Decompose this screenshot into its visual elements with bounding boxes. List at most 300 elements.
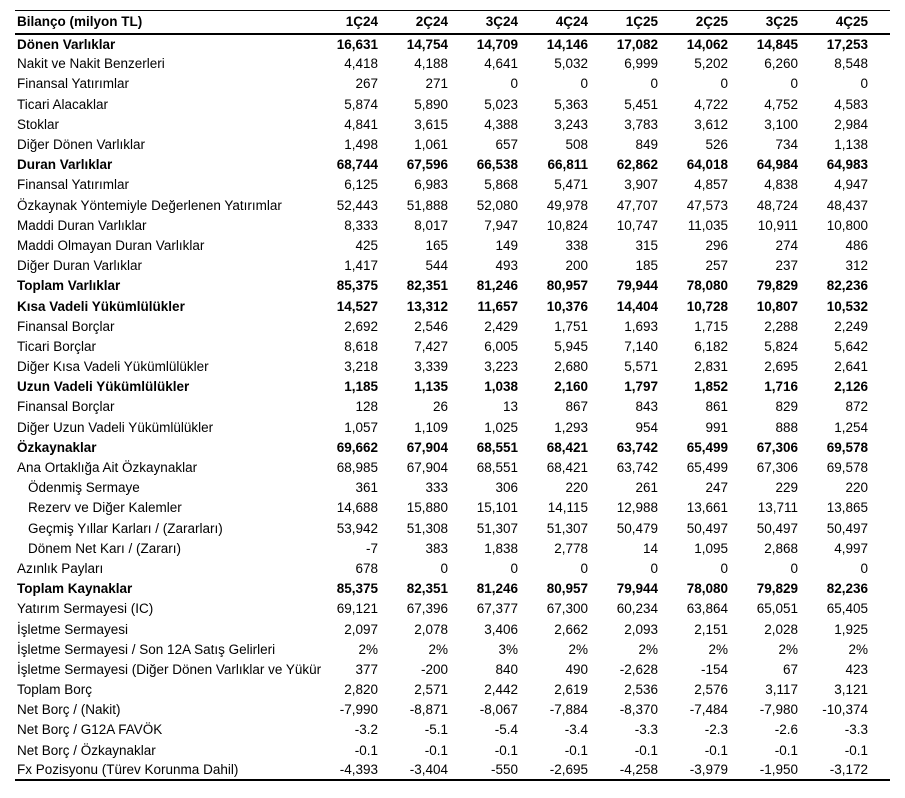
row-label: Maddi Duran Varlıklar <box>17 217 147 233</box>
cell-value: 526 <box>705 137 728 153</box>
cell-value: 68,744 <box>336 157 378 173</box>
table-row <box>15 437 890 457</box>
cell-value: 5,945 <box>554 338 588 354</box>
cell-value: 66,811 <box>547 157 588 173</box>
cell-value: -8,871 <box>409 702 448 718</box>
cell-value: 2,288 <box>764 318 798 334</box>
cell-value: 51,307 <box>476 520 518 536</box>
table-row <box>15 599 890 619</box>
table-row <box>15 498 890 518</box>
cell-value: 734 <box>775 137 798 153</box>
cell-value: 63,742 <box>616 460 658 476</box>
cell-value: 67,596 <box>406 157 448 173</box>
cell-value: 2,546 <box>414 318 448 334</box>
cell-value: 5,451 <box>624 96 658 112</box>
cell-value: 2,576 <box>694 682 728 698</box>
cell-value: 10,376 <box>546 298 588 314</box>
cell-value: 48,437 <box>826 197 868 213</box>
cell-value: 79,829 <box>756 278 798 294</box>
cell-value: 2,662 <box>554 621 588 637</box>
cell-value: 2,160 <box>554 379 588 395</box>
table-row <box>15 114 890 134</box>
cell-value: 2,442 <box>484 682 518 698</box>
table-row <box>15 235 890 255</box>
cell-value: 85,375 <box>336 278 378 294</box>
row-label: Ticari Alacaklar <box>17 96 109 112</box>
row-label: Maddi Olmayan Duran Varlıklar <box>17 237 205 253</box>
row-label: Diğer Uzun Vadeli Yükümlülükler <box>17 419 214 435</box>
cell-value: 1,038 <box>484 379 518 395</box>
cell-value: 991 <box>705 419 728 435</box>
row-label: Dönen Varlıklar <box>17 36 116 52</box>
cell-value: 257 <box>705 258 728 274</box>
cell-value: 69,578 <box>826 439 868 455</box>
cell-value: 2,429 <box>484 318 518 334</box>
row-label: Özkaynak Yöntemiyle Değerlenen Yatırımlar <box>17 197 282 213</box>
cell-value: 425 <box>355 237 378 253</box>
cell-value: 69,578 <box>826 460 868 476</box>
table-row <box>15 94 890 114</box>
cell-value: 1,185 <box>344 379 378 395</box>
column-header: 3Ç24 <box>470 11 540 34</box>
cell-value: 47,707 <box>616 197 658 213</box>
table-row <box>15 579 890 599</box>
cell-value: 423 <box>845 661 868 677</box>
cell-value: 1,716 <box>764 379 798 395</box>
cell-value: 62,862 <box>616 157 658 173</box>
cell-value: 229 <box>775 480 798 496</box>
column-header: 3Ç25 <box>750 11 820 34</box>
table-title: Bilanço (milyon TL) <box>15 11 330 34</box>
cell-value: 4,997 <box>834 540 868 556</box>
cell-value: 67 <box>782 661 798 677</box>
column-header: 4Ç25 <box>820 11 890 34</box>
cell-value: 4,583 <box>834 96 868 112</box>
cell-value: 2,126 <box>834 379 868 395</box>
cell-value: -3.2 <box>354 722 378 738</box>
row-label: Yatırım Sermayesi (IC) <box>17 601 154 617</box>
cell-value: 4,752 <box>764 96 798 112</box>
cell-value: 14,115 <box>547 500 588 516</box>
cell-value: 2,641 <box>834 359 868 375</box>
cell-value: 296 <box>705 237 728 253</box>
cell-value: 5,202 <box>694 56 728 72</box>
cell-value: 68,551 <box>476 439 518 455</box>
cell-value: 65,499 <box>686 439 728 455</box>
cell-value: 64,983 <box>826 157 868 173</box>
cell-value: 3,121 <box>834 682 868 698</box>
cell-value: 7,427 <box>414 338 448 354</box>
cell-value: 5,471 <box>554 177 588 193</box>
row-label: Net Borç / G12A FAVÖK <box>17 722 163 738</box>
cell-value: 2% <box>568 641 588 657</box>
header-row <box>15 11 890 34</box>
cell-value: 1,751 <box>554 318 588 334</box>
cell-value: 0 <box>510 76 518 92</box>
row-label: Dönem Net Karı / (Zararı) <box>28 540 182 556</box>
cell-value: -154 <box>700 661 728 677</box>
cell-value: 67,300 <box>546 601 588 617</box>
cell-value: 8,333 <box>344 217 378 233</box>
cell-value: 10,728 <box>686 298 728 314</box>
cell-value: 6,983 <box>414 177 448 193</box>
cell-value: 78,080 <box>686 278 728 294</box>
cell-value: 67,904 <box>406 460 448 476</box>
cell-value: 85,375 <box>336 581 378 597</box>
cell-value: 490 <box>565 661 588 677</box>
cell-value: 508 <box>565 137 588 153</box>
cell-value: -8,067 <box>479 702 518 718</box>
cell-value: 7,140 <box>624 338 658 354</box>
cell-value: 51,308 <box>406 520 448 536</box>
cell-value: 67,904 <box>406 439 448 455</box>
cell-value: -3,979 <box>680 760 750 780</box>
cell-value: 3,117 <box>765 682 798 698</box>
cell-value: 1,797 <box>624 379 658 395</box>
cell-value: 14,688 <box>336 500 378 516</box>
cell-value: 14 <box>642 540 658 556</box>
cell-value: 14,404 <box>616 298 658 314</box>
cell-value: 79,944 <box>616 278 658 294</box>
row-label: Finansal Yatırımlar <box>17 177 130 193</box>
cell-value: -3.3 <box>844 722 868 738</box>
row-label: Net Borç / (Nakit) <box>17 702 121 718</box>
cell-value: 1,138 <box>834 137 868 153</box>
cell-value: 68,551 <box>476 460 518 476</box>
cell-value: 261 <box>635 480 658 496</box>
cell-value: 15,880 <box>406 500 448 516</box>
row-label: Toplam Kaynaklar <box>17 581 133 597</box>
cell-value: 10,800 <box>826 217 868 233</box>
cell-value: 81,246 <box>476 581 518 597</box>
cell-value: 2,619 <box>554 682 588 698</box>
table-row <box>15 155 890 175</box>
table-row <box>15 74 890 94</box>
row-label: Toplam Varlıklar <box>17 278 121 294</box>
row-label: Geçmiş Yıllar Karları / (Zararları) <box>28 520 223 536</box>
table-row <box>15 336 890 356</box>
cell-value: 13,711 <box>757 500 798 516</box>
table-row <box>15 740 890 760</box>
cell-value: 66,538 <box>476 157 518 173</box>
cell-value: 5,824 <box>764 338 798 354</box>
cell-value: 11,657 <box>477 298 518 314</box>
cell-value: -550 <box>470 760 540 780</box>
cell-value: 6,999 <box>624 56 658 72</box>
cell-value: -3,404 <box>400 760 470 780</box>
cell-value: -3.3 <box>634 722 658 738</box>
cell-value: 50,497 <box>756 520 798 536</box>
cell-value: 237 <box>775 258 798 274</box>
cell-value: 47,573 <box>686 197 728 213</box>
row-label: Rezerv ve Diğer Kalemler <box>28 500 182 516</box>
cell-value: 5,642 <box>834 338 868 354</box>
table-row <box>15 417 890 437</box>
cell-value: 657 <box>495 137 518 153</box>
cell-value: 1,925 <box>834 621 868 637</box>
cell-value: -0.1 <box>634 742 658 758</box>
cell-value: 10,532 <box>826 298 868 314</box>
cell-value: 51,888 <box>406 197 448 213</box>
cell-value: 5,032 <box>554 56 588 72</box>
cell-value: 200 <box>565 258 588 274</box>
row-label: Stoklar <box>17 116 60 132</box>
cell-value: -0.1 <box>354 742 378 758</box>
cell-value: 3,406 <box>484 621 518 637</box>
cell-value: 65,051 <box>756 601 798 617</box>
cell-value: 872 <box>845 399 868 415</box>
cell-value: 149 <box>495 237 518 253</box>
cell-value: 274 <box>775 237 798 253</box>
cell-value: 52,080 <box>476 197 518 213</box>
cell-value: 17,082 <box>616 36 658 52</box>
cell-value: 1,057 <box>344 419 378 435</box>
cell-value: 5,023 <box>484 96 518 112</box>
cell-value: 2,028 <box>764 621 798 637</box>
cell-value: 14,754 <box>406 36 448 52</box>
table-row <box>15 54 890 74</box>
cell-value: 0 <box>580 560 588 576</box>
cell-value: -3.4 <box>564 722 588 738</box>
cell-value: 2,692 <box>344 318 378 334</box>
cell-value: 5,363 <box>554 96 588 112</box>
cell-value: -10,374 <box>822 702 868 718</box>
cell-value: 6,005 <box>484 338 518 354</box>
cell-value: 0 <box>860 76 868 92</box>
cell-value: -0.1 <box>564 742 588 758</box>
cell-value: 5,868 <box>484 177 518 193</box>
cell-value: 10,807 <box>756 298 798 314</box>
cell-value: 82,351 <box>406 278 448 294</box>
cell-value: 1,498 <box>344 137 378 153</box>
cell-value: 65,405 <box>826 601 868 617</box>
cell-value: 10,747 <box>616 217 658 233</box>
cell-value: 0 <box>650 560 658 576</box>
cell-value: -2.3 <box>704 722 728 738</box>
cell-value: 10,824 <box>546 217 588 233</box>
cell-value: -5.1 <box>424 722 448 738</box>
cell-value: 2,093 <box>624 621 658 637</box>
cell-value: 4,857 <box>694 177 728 193</box>
cell-value: -5.4 <box>494 722 518 738</box>
table-row <box>15 357 890 377</box>
cell-value: 1,715 <box>694 318 728 334</box>
cell-value: 2,820 <box>344 682 378 698</box>
cell-value: -2,628 <box>619 661 658 677</box>
cell-value: 2,831 <box>694 359 728 375</box>
cell-value: 3,223 <box>484 359 518 375</box>
cell-value: 4,722 <box>694 96 728 112</box>
cell-value: 67,377 <box>476 601 518 617</box>
cell-value: -0.1 <box>424 742 448 758</box>
cell-value: -0.1 <box>844 742 868 758</box>
cell-value: 1,109 <box>414 419 448 435</box>
cell-value: 0 <box>720 76 728 92</box>
table-row <box>15 296 890 316</box>
cell-value: 383 <box>425 540 448 556</box>
cell-value: 315 <box>635 237 658 253</box>
row-label: Nakit ve Nakit Benzerleri <box>17 56 165 72</box>
cell-value: 63,864 <box>686 601 728 617</box>
cell-value: -200 <box>420 661 448 677</box>
column-header: 4Ç24 <box>540 11 610 34</box>
cell-value: 8,548 <box>834 56 868 72</box>
cell-value: 8,618 <box>344 338 378 354</box>
cell-value: -0.1 <box>774 742 798 758</box>
cell-value: 68,421 <box>546 460 588 476</box>
cell-value: 64,018 <box>686 157 728 173</box>
cell-value: 2,078 <box>414 621 448 637</box>
row-label: Ana Ortaklığa Ait Özkaynaklar <box>17 460 198 476</box>
table-row <box>15 619 890 639</box>
cell-value: 60,234 <box>616 601 658 617</box>
table-row <box>15 195 890 215</box>
row-label: Diğer Kısa Vadeli Yükümlülükler <box>17 359 209 375</box>
table-row <box>15 215 890 235</box>
cell-value: 4,641 <box>484 56 518 72</box>
cell-value: -4,258 <box>610 760 680 780</box>
cell-value: 1,095 <box>694 540 728 556</box>
cell-value: 544 <box>425 258 448 274</box>
cell-value: 51,307 <box>546 520 588 536</box>
row-label: Fx Pozisyonu (Türev Korunma Dahil) <box>15 760 330 780</box>
row-label: Kısa Vadeli Yükümlülükler <box>17 298 185 314</box>
cell-value: 0 <box>790 76 798 92</box>
cell-value: 82,236 <box>826 278 868 294</box>
table-row <box>15 377 890 397</box>
cell-value: 0 <box>510 560 518 576</box>
cell-value: -7,990 <box>339 702 378 718</box>
cell-value: 312 <box>845 258 868 274</box>
cell-value: 13,865 <box>826 500 868 516</box>
column-header: 2Ç25 <box>680 11 750 34</box>
row-label: Ticari Borçlar <box>17 338 97 354</box>
row-label: Finansal Borçlar <box>17 318 115 334</box>
cell-value: 2,249 <box>834 318 868 334</box>
cell-value: 1,025 <box>484 419 518 435</box>
cell-value: 78,080 <box>686 581 728 597</box>
cell-value: 50,479 <box>616 520 658 536</box>
cell-value: 26 <box>432 399 448 415</box>
cell-value: 68,985 <box>336 460 378 476</box>
cell-value: 3% <box>498 641 518 657</box>
cell-value: 15,101 <box>476 500 518 516</box>
cell-value: 1,254 <box>834 419 868 435</box>
cell-value: 849 <box>635 137 658 153</box>
cell-value: 867 <box>565 399 588 415</box>
row-label: Özkaynaklar <box>17 439 97 455</box>
cell-value: 68,421 <box>546 439 588 455</box>
cell-value: 2,536 <box>624 682 658 698</box>
cell-value: 1,838 <box>484 540 518 556</box>
cell-value: 1,061 <box>414 137 448 153</box>
cell-value: 220 <box>845 480 868 496</box>
cell-value: 4,838 <box>764 177 798 193</box>
column-header: 1Ç24 <box>330 11 400 34</box>
row-label: İşletme Sermayesi <box>17 621 129 637</box>
cell-value: 8,017 <box>414 217 448 233</box>
cell-value: 48,724 <box>756 197 798 213</box>
cell-value: -7,884 <box>549 702 588 718</box>
cell-value: 82,236 <box>826 581 868 597</box>
cell-value: 6,125 <box>344 177 378 193</box>
cell-value: 14,709 <box>476 36 518 52</box>
cell-value: 2% <box>708 641 728 657</box>
cell-value: 0 <box>860 560 868 576</box>
cell-value: 486 <box>845 237 868 253</box>
cell-value: 2,695 <box>764 359 798 375</box>
cell-value: 13 <box>502 399 518 415</box>
cell-value: 65,499 <box>686 460 728 476</box>
table-row <box>15 34 890 54</box>
cell-value: 52,443 <box>336 197 378 213</box>
cell-value: 82,351 <box>406 581 448 597</box>
table-row <box>15 134 890 154</box>
cell-value: -3,172 <box>820 760 890 780</box>
cell-value: 6,182 <box>694 338 728 354</box>
cell-value: 50,497 <box>686 520 728 536</box>
cell-value: -4,393 <box>330 760 400 780</box>
cell-value: 5,874 <box>344 96 378 112</box>
row-label: Ödenmiş Sermaye <box>28 480 140 496</box>
cell-value: 843 <box>635 399 658 415</box>
cell-value: 3,218 <box>344 359 378 375</box>
cell-value: 2,151 <box>694 621 728 637</box>
cell-value: 0 <box>790 560 798 576</box>
cell-value: 3,907 <box>624 177 658 193</box>
cell-value: 1,293 <box>554 419 588 435</box>
cell-value: 840 <box>495 661 518 677</box>
cell-value: 2,097 <box>344 621 378 637</box>
cell-value: 4,188 <box>414 56 448 72</box>
table-row <box>15 397 890 417</box>
row-label: Toplam Borç <box>17 682 93 698</box>
cell-value: 49,978 <box>546 197 588 213</box>
table-row <box>15 316 890 336</box>
cell-value: 1,417 <box>344 258 378 274</box>
cell-value: 829 <box>775 399 798 415</box>
cell-value: 80,957 <box>546 278 588 294</box>
row-label: Finansal Borçlar <box>17 399 115 415</box>
row-label: İşletme Sermayesi (Diğer Dönen Varlıklar ve Yükür <box>17 661 322 677</box>
cell-value: 6,260 <box>764 56 798 72</box>
cell-value: 67,306 <box>756 439 798 455</box>
cell-value: -0.1 <box>704 742 728 758</box>
row-label: Net Borç / Özkaynaklar <box>17 742 156 758</box>
cell-value: 954 <box>635 419 658 435</box>
cell-value: 14,062 <box>686 36 728 52</box>
cell-value: 5,890 <box>414 96 448 112</box>
cell-value: 0 <box>580 76 588 92</box>
table-row <box>15 720 890 740</box>
cell-value: -2.6 <box>774 722 798 738</box>
row-label: Duran Varlıklar <box>17 157 113 173</box>
table-row <box>15 639 890 659</box>
table-body <box>15 34 890 781</box>
table-row <box>15 256 890 276</box>
cell-value: 81,246 <box>476 278 518 294</box>
cell-value: 4,947 <box>834 177 868 193</box>
cell-value: 2% <box>358 641 378 657</box>
cell-value: 361 <box>355 480 378 496</box>
cell-value: 247 <box>705 480 728 496</box>
table-row <box>15 700 890 720</box>
cell-value: 80,957 <box>546 581 588 597</box>
cell-value: 2,778 <box>554 540 588 556</box>
row-label: Azınlık Payları <box>17 560 104 576</box>
cell-value: 3,339 <box>414 359 448 375</box>
cell-value: 79,944 <box>616 581 658 597</box>
